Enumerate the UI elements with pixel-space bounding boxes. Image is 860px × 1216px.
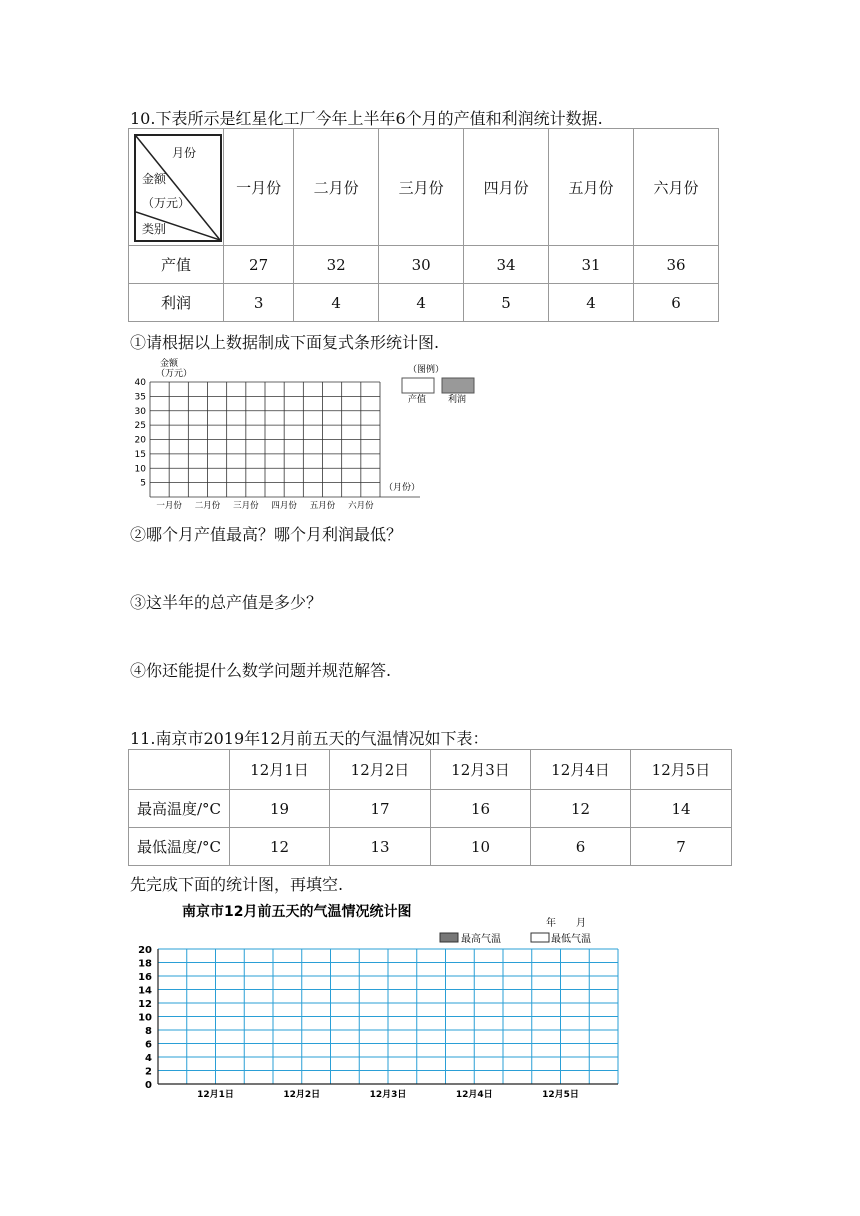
- month-header: 四月份: [464, 129, 549, 246]
- table-cell: 3: [224, 284, 294, 322]
- bar-chart-temperature: [118, 896, 638, 1106]
- table-row: [129, 284, 719, 322]
- table-header-row: [129, 129, 719, 246]
- x-category-label: 12月4日: [455, 1090, 493, 1100]
- bar-chart-production-profit: [118, 352, 488, 514]
- table-cell: 12: [230, 828, 330, 866]
- table-row: [129, 246, 719, 284]
- table-cell: 16: [430, 790, 530, 828]
- month-header: 六月份: [634, 129, 719, 246]
- q11-title: 11.南京市2019年12月前五天的气温情况如下表：: [130, 729, 489, 748]
- table-cell: 31: [549, 246, 634, 284]
- table-row: [129, 790, 732, 828]
- legend-label-high: 最高气温: [461, 934, 501, 945]
- x-category-label: 四月份: [271, 501, 297, 511]
- y-tick-label: 30: [134, 406, 146, 417]
- table-cell: 27: [224, 246, 294, 284]
- y-tick-label: 14: [138, 985, 152, 997]
- corner-category-label: 类别: [142, 222, 167, 236]
- date-header: 12月5日: [630, 750, 731, 790]
- table-cell: 10: [430, 828, 530, 866]
- table-cell: 6: [530, 828, 630, 866]
- date-header: 12月2日: [330, 750, 431, 790]
- y-tick-label: 12: [138, 999, 152, 1010]
- table-row: [129, 828, 732, 866]
- row-label: 最高温度/°C: [129, 790, 230, 828]
- legend-swatch-high: [440, 933, 458, 942]
- q10-sub4: ④你还能提什么数学问题并规范解答.: [130, 661, 392, 680]
- legend-label-low: 最低气温: [551, 934, 591, 945]
- x-category-label: 六月份: [348, 501, 374, 511]
- chart-title: 南京市12月前五天的气温情况统计图: [182, 904, 412, 920]
- y-axis-label: 金额: [160, 359, 179, 369]
- legend-title: （图例）: [408, 365, 445, 375]
- table-cell: 17: [330, 790, 431, 828]
- month-header: 一月份: [224, 129, 294, 246]
- date-header: 12月1日: [230, 750, 330, 790]
- y-tick-label: 35: [134, 392, 146, 403]
- table-header-row: [129, 750, 732, 790]
- table-cell: 4: [549, 284, 634, 322]
- legend-swatch-production: [402, 378, 434, 393]
- y-tick-label: 40: [134, 378, 146, 388]
- legend-swatch-low: [531, 933, 549, 942]
- x-category-label: 12月1日: [197, 1090, 234, 1100]
- table-cell: 32: [294, 246, 379, 284]
- x-category-label: 一月份: [156, 501, 182, 511]
- q10-table: [128, 128, 719, 322]
- date-line: 年 月: [546, 918, 586, 929]
- row-label: 最低温度/°C: [129, 828, 230, 866]
- date-header: 12月3日: [430, 750, 530, 790]
- table-cell: 13: [330, 828, 431, 866]
- x-axis-label: （月份）: [384, 483, 421, 493]
- x-category-label: 12月2日: [283, 1090, 321, 1100]
- y-tick-label: 4: [145, 1053, 152, 1064]
- table-cell: 36: [634, 246, 719, 284]
- month-header: 二月份: [294, 129, 379, 246]
- y-tick-label: 5: [140, 478, 146, 489]
- y-tick-label: 10: [138, 1012, 152, 1024]
- month-header: 五月份: [549, 129, 634, 246]
- y-tick-label: 10: [134, 464, 146, 475]
- x-category-label: 二月份: [194, 501, 221, 511]
- table-cell: 19: [230, 790, 330, 828]
- y-tick-label: 20: [134, 435, 146, 446]
- q11-table: [128, 749, 732, 866]
- x-category-label: 三月份: [233, 501, 259, 511]
- table-cell: 6: [634, 284, 719, 322]
- q11-instruction: 先完成下面的统计图，再填空.: [130, 875, 344, 894]
- y-tick-label: 15: [134, 449, 146, 460]
- q10-sub2: ②哪个月产值最高？哪个月利润最低？: [130, 525, 403, 544]
- table-cell: 5: [464, 284, 549, 322]
- row-label: 产值: [129, 246, 224, 284]
- table-cell: 12: [530, 790, 630, 828]
- legend-label-production: 产值: [408, 395, 427, 405]
- corner-unit-label: （万元）: [142, 196, 191, 210]
- table-cell: 14: [630, 790, 731, 828]
- legend-label-profit: 利润: [448, 395, 467, 405]
- x-category-label: 五月份: [309, 501, 336, 511]
- y-tick-label: 16: [138, 972, 152, 983]
- y-tick-label: 2: [145, 1066, 152, 1078]
- legend-swatch-profit: [442, 378, 474, 393]
- y-tick-label: 6: [145, 1039, 152, 1051]
- q10-sub1: ①请根据以上数据制成下面复式条形统计图.: [130, 333, 440, 352]
- corner-amount-label: 金额: [142, 172, 167, 186]
- y-tick-label: 25: [134, 421, 146, 432]
- table-cell: 4: [379, 284, 464, 322]
- y-tick-label: 8: [145, 1026, 152, 1037]
- month-header: 三月份: [379, 129, 464, 246]
- y-tick-label: 20: [138, 945, 152, 956]
- x-category-label: 12月5日: [542, 1090, 579, 1100]
- table-corner-cell: [129, 750, 230, 790]
- q10-sub3: ③这半年的总产值是多少？: [130, 593, 323, 612]
- q10-title: 10.下表所示是红星化工厂今年上半年6个月的产值和利润统计数据.: [130, 109, 603, 128]
- table-cell: 34: [464, 246, 549, 284]
- y-tick-label: 18: [138, 958, 152, 970]
- table-cell: 30: [379, 246, 464, 284]
- table-cell: 4: [294, 284, 379, 322]
- x-category-label: 12月3日: [369, 1090, 407, 1100]
- date-header: 12月4日: [530, 750, 630, 790]
- corner-month-label: 月份: [172, 146, 197, 160]
- table-corner-cell: [129, 129, 224, 246]
- row-label: 利润: [129, 284, 224, 322]
- table-cell: 7: [630, 828, 731, 866]
- y-tick-label: 0: [145, 1080, 152, 1091]
- y-axis-unit: （万元）: [156, 369, 193, 379]
